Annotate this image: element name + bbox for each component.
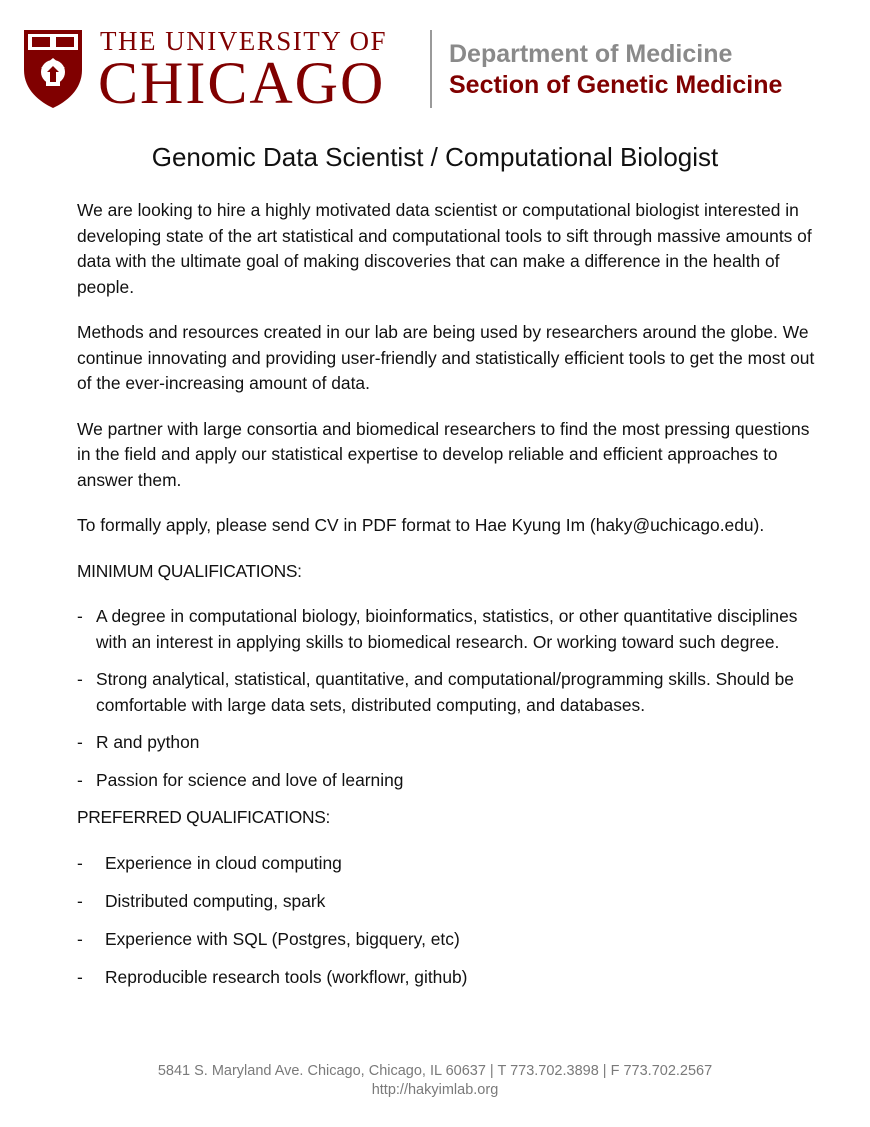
list-item-text: R and python — [96, 732, 200, 752]
partners-paragraph: We partner with large consortia and biomedical researchers to find the most pressing questions in the field and apply our statistical expertise to develop reliable and efficient approaches to answer them. — [77, 418, 810, 490]
minimum-qualifications-heading: MINIMUM QUALIFICATIONS: — [77, 560, 302, 581]
header-divider — [430, 30, 432, 108]
preferred-qualifications-list — [77, 851, 827, 991]
list-item — [77, 667, 827, 718]
bullet-dash: - — [77, 890, 83, 911]
intro-paragraph: We are looking to hire a highly motivated data scientist or computational biologist interested in developing state of the art statistical and computational tools to sift through massive amounts of data with the ultimate goal of making discoveries that can make a difference in the health of people. — [77, 200, 812, 297]
bullet-dash: - — [77, 769, 83, 790]
list-item-text: Distributed computing, spark — [105, 890, 326, 911]
bullet-dash: - — [77, 966, 83, 987]
bullet-dash: - — [77, 852, 83, 873]
section-name: Section of Genetic Medicine — [449, 71, 783, 99]
list-item-text: A degree in computational biology, bioinformatics, statistics, or other quantitative disciplines with an interest in applying skills to biomedical research. Or working toward such degree. — [96, 606, 798, 652]
preferred-qualifications-heading: PREFERRED QUALIFICATIONS: — [77, 807, 331, 827]
bullet-dash: - — [77, 669, 83, 689]
list-item — [77, 965, 827, 991]
footer-address: 5841 S. Maryland Ave. Chicago, Chicago, IL 60637 | T 773.702.3898 | F 773.702.2567 — [157, 1063, 713, 1079]
list-item — [77, 730, 827, 756]
list-item-text: Passion for science and love of learning — [96, 769, 404, 790]
list-item — [77, 927, 827, 953]
list-item-text: Strong analytical, statistical, quantitative, and computational/programming skills. Should be comfortable with large data sets, distributed computing, and databases. — [96, 669, 794, 715]
minimum-qualifications-list — [77, 604, 827, 793]
list-item — [77, 604, 827, 655]
bullet-dash: - — [77, 606, 83, 626]
footer — [0, 1062, 870, 1100]
university-name-line2: CHICAGO — [98, 50, 386, 116]
department-name: Department of Medicine — [449, 40, 733, 68]
university-crest-icon — [22, 28, 84, 110]
page-title: Genomic Data Scientist / Computational Biologist — [151, 142, 719, 172]
list-item-text: Experience with SQL (Postgres, bigquery, etc) — [105, 928, 460, 949]
bullet-dash: - — [77, 732, 83, 752]
document-body — [77, 198, 827, 1003]
methods-paragraph: Methods and resources created in our lab are being used by researchers around the globe. We continue innovating and providing user-friendly and statistically efficient tools to get the most out of the ever-increasing amount of data. — [77, 322, 815, 393]
list-item — [77, 851, 827, 877]
letterhead — [0, 0, 870, 130]
list-item — [77, 889, 827, 915]
list-item-text: Experience in cloud computing — [105, 852, 342, 873]
list-item — [77, 768, 827, 794]
list-item-text: Reproducible research tools (workflowr, github) — [105, 966, 468, 987]
apply-paragraph: To formally apply, please send CV in PDF format to Hae Kyung Im (haky@uchicago.edu). — [77, 515, 765, 535]
footer-website[interactable]: http://hakyimlab.org — [371, 1082, 499, 1098]
bullet-dash: - — [77, 928, 83, 949]
university-name-line1: THE UNIVERSITY OF — [100, 26, 387, 56]
